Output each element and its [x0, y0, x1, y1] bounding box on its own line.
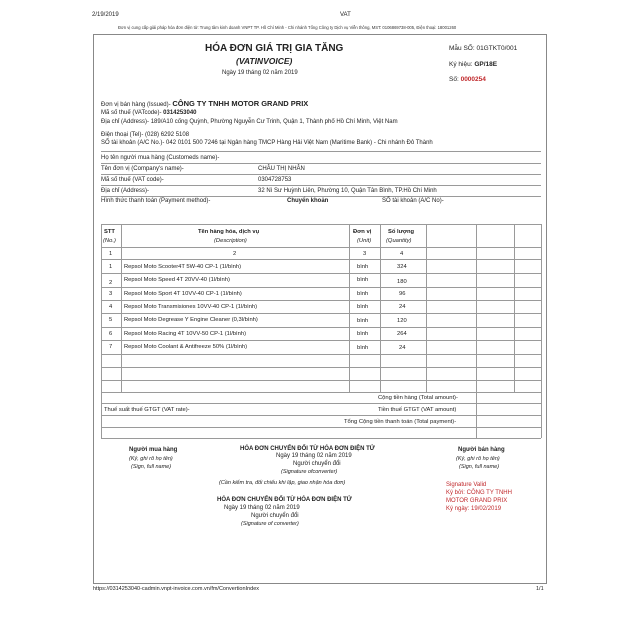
vat-rate-label: Thuế suất thuế GTGT (VAT rate)-: [104, 407, 190, 413]
seller-account-label: SỐ tài khoản (A/C No.)-: [101, 140, 165, 146]
buyer-address-label: Địa chỉ (Address)-: [101, 188, 150, 194]
col-header-qty-en: (Quantity): [386, 238, 412, 244]
row-unit: bình: [357, 318, 369, 324]
signature-date: Ký ngày: 19/02/2019: [446, 506, 502, 512]
row-unit: bình: [357, 277, 369, 283]
seller-account: 042 0101 500 7246 tại Ngân hàng TMCP Hàng Hải Việt Nam (Maritime Bank) - Chi nhánh Đô Thành: [166, 140, 433, 146]
divider: [101, 185, 541, 186]
seller-sign-title: Người bán hàng: [458, 447, 505, 453]
seller-tax-label: Mã số thuế (VATcode)-: [101, 110, 162, 116]
seller-unit-row: [101, 99, 308, 108]
check-note: (Cần kiểm tra, đối chiếu khi lập, giao nhận hóa đơn): [219, 480, 346, 486]
footer-url: https://0314253040-cadmin.vnpt-invoice.com.vn/fm/ConvertionIndex: [93, 586, 260, 592]
row-unit: bình: [357, 345, 369, 351]
total-amount-label: Cộng tiền hàng (Total amount)-: [378, 395, 458, 401]
buyer-tax-label: Mã số thuế (VAT code)-: [101, 177, 164, 183]
row-no: 2: [109, 280, 113, 286]
row-no: 5: [109, 317, 113, 323]
divider: [101, 174, 541, 175]
number-value: 0000254: [460, 76, 486, 83]
signature-company: MOTOR GRAND PRIX: [446, 498, 508, 504]
row-name: Repsol Moto Sport 4T 10VV-40 CP-1 (1l/bình): [124, 291, 242, 297]
buyer-payment-label: Hình thức thanh toán (Payment method)-: [101, 198, 211, 204]
row-unit: bình: [357, 304, 369, 310]
seller-phone-label: Điện thoại (Tel)-: [101, 132, 144, 138]
col-header-stt-en: (No.): [103, 238, 116, 244]
converter-2-en: (Signature of converter): [241, 521, 299, 527]
print-title: VAT: [340, 12, 351, 18]
number-row: [449, 76, 486, 83]
row-qty: 180: [397, 279, 407, 285]
row-name: Repsol Moto Transmisiones 10VV-40 CP-1 (1l/bình): [124, 304, 258, 310]
seller-sign-sub-en: (Sign, full name): [459, 464, 500, 470]
convert-title: HÓA ĐƠN CHUYỂN ĐỔI TỪ HÓA ĐƠN ĐIỆN TỬ: [240, 446, 375, 452]
invoice-title: HÓA ĐƠN GIÁ TRỊ GIA TĂNG: [205, 43, 344, 54]
row-qty: 264: [397, 331, 407, 337]
buyer-name-label: Họ tên người mua hàng (Customeds name)-: [101, 155, 220, 161]
number-label: Số:: [449, 76, 459, 83]
buyer-account-label: SỐ tài khoản (A/C No)-: [382, 198, 444, 204]
row-no: 6: [109, 331, 113, 337]
col-header-unit: Đơn vị: [353, 229, 372, 235]
row-name: Repsol Moto Coolant & Antifreeze 50% (1l/bình): [124, 344, 248, 350]
page-number: 1/1: [536, 586, 544, 592]
divider: [101, 196, 541, 197]
signature-valid: Signature Valid: [446, 482, 487, 488]
row-qty: 24: [399, 345, 406, 351]
symbol-value: GP/18E: [474, 61, 498, 68]
invoice-subtitle: (VATINVOICE): [236, 56, 293, 66]
col-header-name-en: (Description): [214, 238, 247, 244]
seller-unit-label: Đơn vị bán hàng (Issued)-: [101, 102, 171, 108]
seller-phone-row: [101, 132, 189, 138]
index-cell: 3: [363, 251, 367, 257]
seller-sign-sub: (Ký, ghi rõ họ tên): [456, 456, 500, 462]
buyer-sign-sub-en: (Sign, full name): [131, 464, 172, 470]
seller-tax-row: [101, 110, 197, 116]
col-header-stt: STT: [104, 229, 115, 235]
buyer-address: 32 Nì Sư Huỳnh Liên, Phường 10, Quận Tân Bình, TP.Hồ Chí Minh: [258, 188, 437, 194]
seller-phone: (028) 6292 5108: [145, 132, 190, 138]
seller-account-row: [101, 140, 433, 146]
symbol-label: Ký hiệu:: [449, 61, 473, 68]
row-unit: bình: [357, 291, 369, 297]
symbol-row: [449, 61, 497, 68]
seller-unit: CÔNG TY TNHH MOTOR GRAND PRIX: [172, 99, 309, 108]
form-number: Mẫu SỐ: 01GTKT0/001: [449, 45, 518, 52]
convert-title-2: HÓA ĐƠN CHUYỂN ĐỔI TỪ HÓA ĐƠN ĐIỆN TỬ: [217, 497, 352, 503]
provider-note: Đơn vị cung cấp giải pháp hóa đơn điện tử: Trung tâm kinh doanh VNPT TP. Hồ Chí Minh - Chi nhánh Tổng Công ty Dịch vụ Viễn thông, MST: 0106869738-005, Điện thoại: 18001260: [118, 25, 457, 30]
converter-2: Người chuyển đổi: [251, 513, 299, 519]
seller-tax: 0314253040: [163, 110, 197, 116]
col-header-qty: Số lượng: [388, 229, 415, 235]
row-name: Repsol Moto Racing 4T 10VV-50 CP-1 (1l/bình): [124, 331, 247, 337]
divider: [101, 151, 541, 152]
row-name: Repsol Moto Speed 4T 20VV-40 (1l/bình): [124, 277, 230, 283]
row-name: Repsol Moto Scooter4T 5W-40 CP-1 (1l/bình): [124, 264, 242, 270]
row-qty: 24: [399, 304, 406, 310]
row-no: 3: [109, 291, 113, 297]
buyer-tax: 0304728753: [258, 177, 292, 183]
col-header-unit-en: (Unit): [357, 238, 372, 244]
row-no: 1: [109, 264, 113, 270]
converter: Người chuyển đổi: [293, 461, 341, 467]
total-payment-label: Tổng Cộng tiền thanh toán (Total payment)-: [344, 419, 457, 425]
buyer-company-label: Tên đơn vị (Company's name)-: [101, 166, 184, 172]
row-no: 7: [109, 344, 113, 350]
invoice-date: Ngày 19 tháng 02 năm 2019: [222, 70, 298, 76]
row-unit: bình: [357, 264, 369, 270]
buyer-payment: Chuyển khoản: [287, 198, 329, 204]
signature-by: Ký bởi: CÔNG TY TNHH: [446, 490, 512, 496]
row-name: Repsol Moto Degrease Y Engine Cleaner (0,3l/bình): [124, 317, 258, 323]
print-date: 2/19/2019: [92, 12, 119, 18]
converter-en: (Signature ofconverter): [281, 469, 338, 475]
row-unit: bình: [357, 331, 369, 337]
convert-date-2: Ngày 19 tháng 02 năm 2019: [224, 505, 300, 511]
seller-address-row: [101, 119, 398, 125]
buyer-company: CHÂU THỊ NHÂN: [258, 166, 305, 172]
seller-address-label: Địa chỉ (Address)-: [101, 119, 150, 125]
buyer-sign-sub: (Ký, ghi rõ họ tên): [129, 456, 173, 462]
index-cell: 1: [109, 251, 113, 257]
vat-amount-label: Tiền thuế GTGT (VAT amount): [378, 407, 457, 413]
divider: [101, 163, 541, 164]
index-cell: 2: [233, 251, 237, 257]
convert-date: Ngày 19 tháng 02 năm 2019: [276, 453, 352, 459]
row-qty: 324: [397, 264, 407, 270]
row-qty: 96: [399, 291, 406, 297]
col-header-name: Tên hàng hóa, dịch vụ: [198, 229, 260, 235]
row-no: 4: [109, 304, 113, 310]
buyer-sign-title: Người mua hàng: [129, 447, 178, 453]
index-cell: 4: [400, 251, 404, 257]
seller-address: 189/A10 cống Quỳnh, Phường Nguyễn Cư Trinh, Quận 1, Thành phố Hồ Chí Minh, Việt Nam: [150, 119, 398, 125]
signature-valid-block: [446, 481, 512, 513]
row-qty: 120: [397, 318, 407, 324]
